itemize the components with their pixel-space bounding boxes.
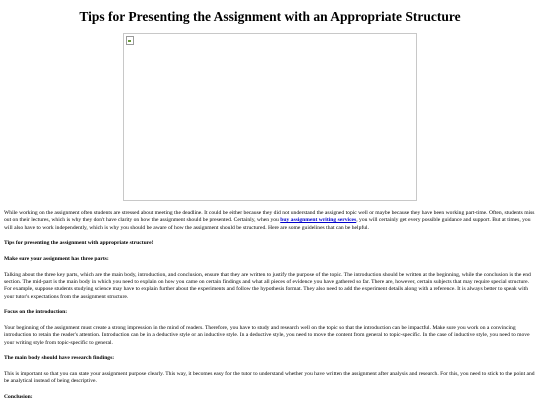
main-body-heading: The main body should have research findings: xyxy=(4,355,115,362)
introduction-paragraph: Your beginning of the assignment must create a strong impression in the mind of readers. Therefore, you have to study and research well on the topic so that the introduction can be impactful. Make sure you work on a convincing introduction to retain the reader's attention. Introduction can be in a deductive style or an inductive style. In a deductive style, you need to move the content from general to topic-specific. In the case of inductive style, you need to move your writing style from topic-specific to general. xyxy=(4,324,530,346)
intro-paragraph xyxy=(4,210,536,232)
article-page xyxy=(4,0,536,401)
intro-text-before-link: While working on the assignment often students are stressed about meeting the deadline. It could be either because they did not understand the assigned topic well or maybe because they have been working part-time. Often, students miss out on their lectures, which is why they don't have clarity on how the assignment should be presented. Certainly, when you xyxy=(4,210,535,224)
hero-image-placeholder xyxy=(123,33,417,201)
broken-image-icon xyxy=(126,36,134,45)
intro-text-after-link: , you will certainly get every possible guidance and support. But at times, you will also have to work independently, which is why you should be aware of how the assignment should be structured. Here are some guidelines that can be helpful. xyxy=(4,217,531,231)
three-parts-paragraph: Talking about the three key parts, which are the main body, introduction, and conclusion, ensure that they are written to justify the purpose of the topic. The introduction should be written at the beginning, while the conclusion is the end section. The mid-part is the main body in which you need to explain on how you came on certain findings and what all pieces of evidence you have gathered so far. There are, however, certain subjects that may require special structure. For example, suppose students studying science may have to explain further about the experiments and follow the hypothesis format. They also need to add the experiment details along with a reference. It is always better to speak with your tutor's expectations from the assignment structure. xyxy=(4,271,531,300)
page-title: Tips for Presenting the Assignment with an Appropriate Structure xyxy=(79,9,461,24)
conclusion-heading: Conclusion: xyxy=(4,393,33,400)
article-body xyxy=(4,201,536,401)
introduction-heading: Focus on the introduction: xyxy=(4,309,68,316)
three-parts-heading: Make sure your assignment has three parts: xyxy=(4,255,109,262)
tips-heading: Tips for presenting the assignment with appropriate structure! xyxy=(4,240,154,247)
main-body-paragraph: This is important so that you can state your assignment purpose clearly. This way, it becomes easy for the tutor to understand whether you have written the assignment after analysis and research. For this, you need to stick to the point and be analytical instead of being descriptive. xyxy=(4,370,535,385)
buy-assignment-writing-services-link[interactable]: buy assignment writing services xyxy=(280,217,357,224)
